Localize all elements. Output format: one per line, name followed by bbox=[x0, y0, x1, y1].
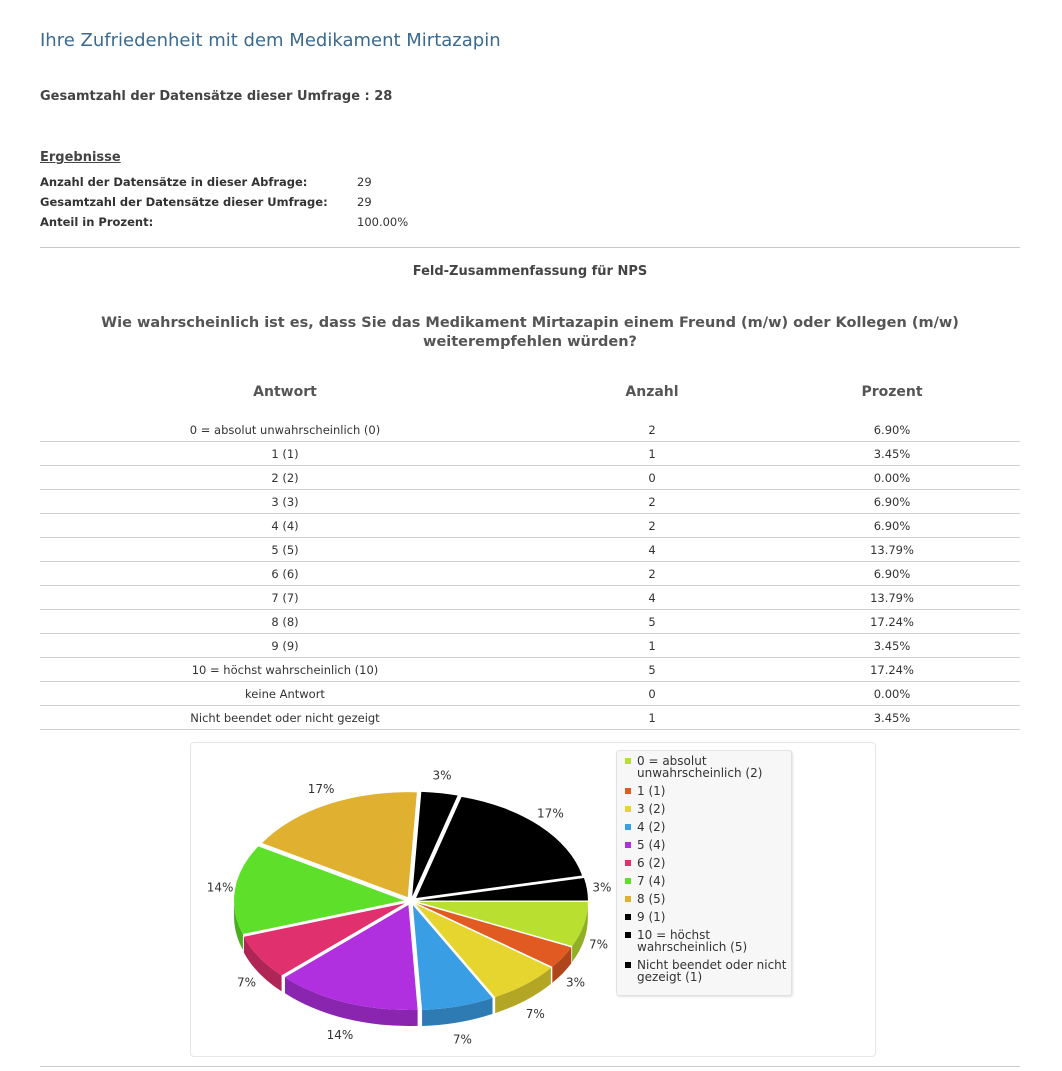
pie-slice-label: 3% bbox=[592, 880, 612, 895]
cell-count: 4 bbox=[648, 591, 656, 605]
table-row bbox=[40, 610, 1020, 634]
legend-label: 5 (4) bbox=[637, 838, 666, 852]
total-records: Gesamtzahl der Datensätze dieser Umfrage : 28 bbox=[40, 89, 393, 104]
cell-percent: 0.00% bbox=[873, 471, 911, 485]
cell-count: 1 bbox=[648, 711, 656, 725]
pie-slice-label: 7% bbox=[588, 937, 609, 952]
pie-slice-label: 17% bbox=[307, 781, 335, 796]
legend-item[interactable] bbox=[625, 857, 791, 869]
legend-label: 7 (4) bbox=[637, 874, 666, 888]
header-count: Anzahl bbox=[625, 384, 679, 400]
stat-row bbox=[40, 215, 408, 235]
stat-label: Gesamtzahl der Datensätze dieser Umfrage: bbox=[40, 195, 328, 209]
legend-swatch bbox=[625, 962, 631, 968]
cell-answer: 5 (5) bbox=[271, 543, 299, 557]
table-row bbox=[40, 658, 1020, 682]
legend-swatch bbox=[625, 878, 631, 884]
cell-percent: 6.90% bbox=[873, 495, 911, 509]
stat-label: Anteil in Prozent: bbox=[40, 215, 154, 229]
cell-count: 2 bbox=[648, 567, 656, 581]
table-row bbox=[40, 466, 1020, 490]
cell-count: 2 bbox=[648, 519, 656, 533]
stat-label: Anzahl der Datensätze in dieser Abfrage: bbox=[40, 175, 308, 189]
page-title: Ihre Zufriedenheit mit dem Medikament Mirtazapin bbox=[40, 30, 501, 51]
cell-count: 4 bbox=[648, 543, 656, 557]
cell-answer: 3 (3) bbox=[271, 495, 299, 509]
cell-percent: 6.90% bbox=[873, 423, 911, 437]
cell-percent: 3.45% bbox=[873, 639, 911, 653]
cell-count: 5 bbox=[648, 663, 656, 677]
cell-percent: 6.90% bbox=[873, 567, 911, 581]
table-row bbox=[40, 442, 1020, 466]
divider bbox=[40, 1066, 1020, 1067]
legend-swatch bbox=[625, 932, 631, 938]
pie-slice-label: 17% bbox=[537, 806, 564, 821]
legend-label: 4 (2) bbox=[637, 820, 666, 834]
cell-percent: 17.24% bbox=[870, 663, 914, 677]
cell-count: 5 bbox=[648, 615, 656, 629]
cell-percent: 6.90% bbox=[873, 519, 911, 533]
cell-answer: 9 (9) bbox=[271, 639, 299, 653]
legend-swatch bbox=[625, 806, 631, 812]
cell-answer: 8 (8) bbox=[271, 615, 299, 629]
legend-label: 10 = höchst wahrscheinlich (5) bbox=[637, 928, 748, 954]
cell-answer: 4 (4) bbox=[271, 519, 299, 533]
results-stats bbox=[40, 175, 408, 235]
cell-count: 1 bbox=[648, 447, 656, 461]
cell-count: 2 bbox=[648, 423, 656, 437]
legend-item[interactable] bbox=[625, 821, 791, 833]
legend-item[interactable] bbox=[625, 911, 791, 923]
pie-slice-label: 7% bbox=[525, 1006, 545, 1021]
legend-swatch bbox=[625, 758, 631, 764]
stat-value: 29 bbox=[357, 195, 372, 209]
pie-slice-label: 14% bbox=[206, 880, 234, 895]
legend-label: 3 (2) bbox=[637, 802, 666, 816]
divider bbox=[40, 247, 1020, 248]
legend-label: 6 (2) bbox=[637, 856, 666, 870]
table-row bbox=[40, 538, 1020, 562]
cell-count: 0 bbox=[648, 471, 656, 485]
stat-value: 100.00% bbox=[357, 215, 409, 229]
legend-item[interactable] bbox=[625, 803, 791, 815]
header-answer: Antwort bbox=[253, 384, 317, 400]
stat-row bbox=[40, 175, 408, 195]
legend-item[interactable] bbox=[625, 929, 791, 953]
cell-percent: 17.24% bbox=[870, 615, 914, 629]
pie-slice-label: 14% bbox=[326, 1027, 354, 1042]
stat-row bbox=[40, 195, 408, 215]
cell-answer: 7 (7) bbox=[271, 591, 299, 605]
table-row bbox=[40, 418, 1020, 442]
legend-swatch bbox=[625, 914, 631, 920]
field-summary-title: Feld-Zusammenfassung für NPS bbox=[412, 264, 648, 279]
cell-answer: 2 (2) bbox=[271, 471, 299, 485]
legend-swatch bbox=[625, 824, 631, 830]
legend-item[interactable] bbox=[625, 785, 791, 797]
legend-swatch bbox=[625, 842, 631, 848]
table-row bbox=[40, 706, 1020, 730]
cell-percent: 3.45% bbox=[873, 711, 911, 725]
table-row bbox=[40, 634, 1020, 658]
legend-swatch bbox=[625, 860, 631, 866]
legend-item[interactable] bbox=[625, 875, 791, 887]
chart-legend bbox=[616, 750, 792, 996]
cell-percent: 0.00% bbox=[873, 687, 911, 701]
legend-item[interactable] bbox=[625, 893, 791, 905]
cell-percent: 3.45% bbox=[873, 447, 911, 461]
cell-count: 2 bbox=[648, 495, 656, 509]
pie-slice-label: 7% bbox=[236, 975, 257, 990]
legend-item[interactable] bbox=[625, 755, 791, 779]
cell-answer: keine Antwort bbox=[245, 687, 325, 701]
question-text: Wie wahrscheinlich ist es, dass Sie das Medikament Mirtazapin einem Freund (m/w) oder Kollegen (m/w) weiterempfehlen würden? bbox=[101, 315, 959, 350]
results-table bbox=[40, 418, 1020, 730]
header-percent: Prozent bbox=[861, 384, 923, 400]
legend-swatch bbox=[625, 788, 631, 794]
stat-value: 29 bbox=[357, 175, 372, 189]
cell-percent: 13.79% bbox=[870, 591, 914, 605]
cell-count: 1 bbox=[648, 639, 656, 653]
pie-slice-label: 3% bbox=[565, 975, 586, 990]
results-heading: Ergebnisse bbox=[40, 150, 121, 165]
cell-count: 0 bbox=[648, 687, 656, 701]
legend-label: 1 (1) bbox=[637, 784, 666, 798]
cell-percent: 13.79% bbox=[870, 543, 914, 557]
table-row bbox=[40, 682, 1020, 706]
pie-slice-label: 7% bbox=[452, 1032, 472, 1047]
cell-answer: 6 (6) bbox=[271, 567, 299, 581]
table-row bbox=[40, 514, 1020, 538]
cell-answer: 1 (1) bbox=[271, 447, 299, 461]
legend-item[interactable] bbox=[625, 959, 791, 983]
legend-item[interactable] bbox=[625, 839, 791, 851]
legend-label: Nicht beendet oder nicht gezeigt (1) bbox=[637, 958, 787, 984]
table-row bbox=[40, 562, 1020, 586]
table-row bbox=[40, 586, 1020, 610]
legend-swatch bbox=[625, 896, 631, 902]
cell-answer: Nicht beendet oder nicht gezeigt bbox=[190, 711, 380, 725]
pie-slice-label: 3% bbox=[432, 768, 452, 783]
table-row bbox=[40, 490, 1020, 514]
cell-answer: 10 = höchst wahrscheinlich (10) bbox=[191, 663, 379, 677]
cell-answer: 0 = absolut unwahrscheinlich (0) bbox=[189, 423, 381, 437]
legend-label: 0 = absolut unwahrscheinlich (2) bbox=[637, 754, 763, 780]
legend-label: 8 (5) bbox=[637, 892, 666, 906]
legend-label: 9 (1) bbox=[637, 910, 666, 924]
